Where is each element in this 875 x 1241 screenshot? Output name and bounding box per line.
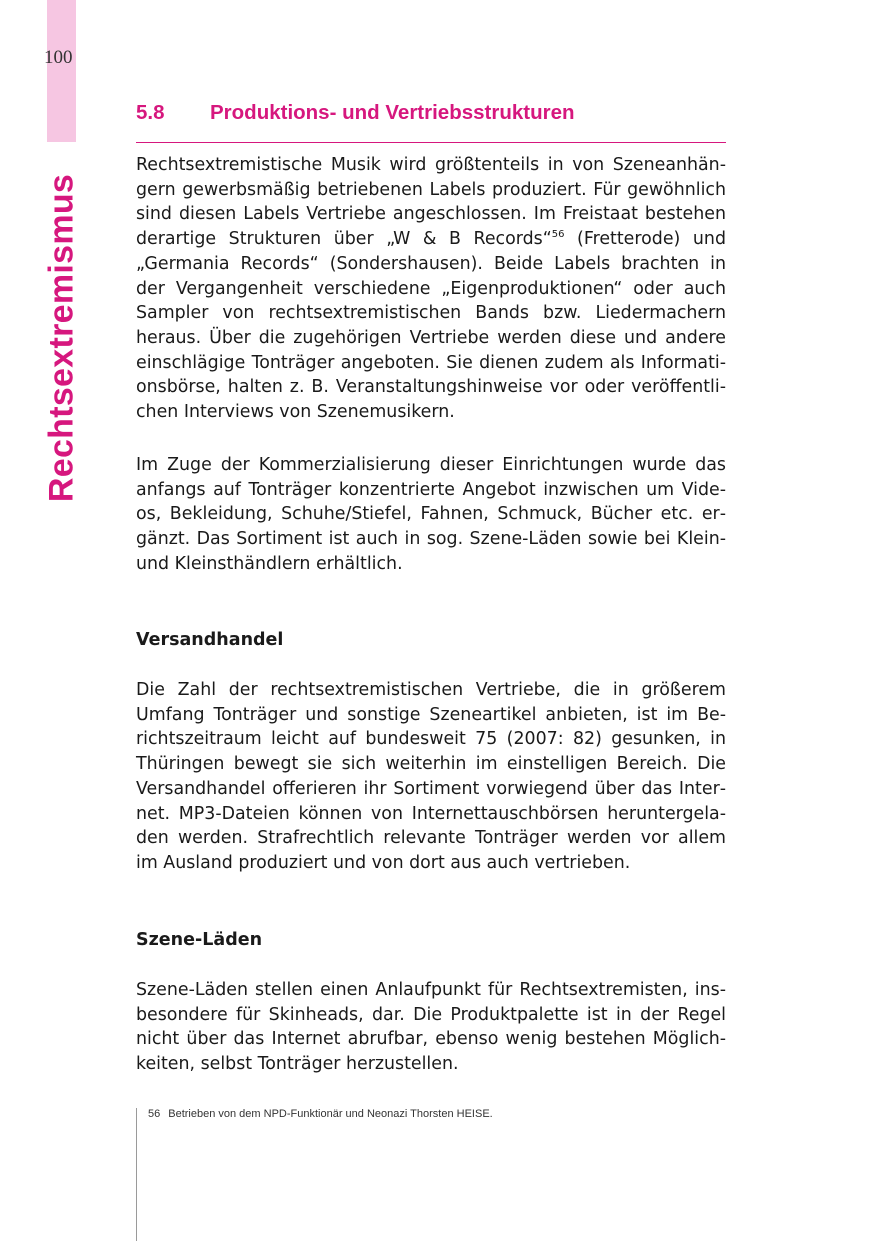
footnote-text: Betrieben von dem NPD-Funktionär und Neonazi Thorsten HEISE. — [168, 1108, 493, 1120]
page-number: 100 — [44, 47, 73, 68]
paragraph-szene-laeden: Szene-Läden stellen einen Anlaufpunkt für Rechtsextremisten, insbesondere für Skinheads, dar. Die Produktpalette ist in der Regel nicht über das Internet abrufbar, ebenso wenig bestehen Möglichkeiten, selbst Tonträger herzustellen. — [136, 980, 726, 1075]
subheading-szene-laeden: Szene-Läden — [136, 930, 263, 950]
paragraph-versandhandel: Die Zahl der rechtsextremistischen Vertriebe, die in größerem Umfang Tonträger und sonstige Szeneartikel anbieten, ist im Berichtszeitraum leicht auf bundesweit 75 (2007: 82) gesunken, in Thüringen bewegt sie sich weiterhin im einstelligen Bereich. Die Versandhandel offerieren ihr Sortiment vorwiegend über das Internet. MP3-Dateien können von Internettauschbörsen heruntergeladen werden. Strafrechtlich relevante Tonträger werden vor allem im Ausland produziert und von dort aus auch vertrieben. — [136, 680, 726, 873]
section-heading — [136, 100, 726, 143]
footnote-divider — [136, 1108, 137, 1241]
paragraph-1 — [136, 153, 726, 425]
paragraph-2: Im Zuge der Kommerzialisierung dieser Einrichtungen wurde das anfangs auf Tonträger konzentrierte Angebot inzwischen um Videos, Bekleidung, Schuhe/Stiefel, Fahnen, Schmuck, Bücher etc. ergänzt. Das Sortiment ist auch in sog. Szene-Läden sowie bei Klein- und Kleinsthändlern erhältlich. — [136, 455, 726, 574]
paragraph-1-part-2: (Fretterode) und „Germania Records“ (Sondershausen). Beide Labels brachten in der Vergangenheit verschiedene „Eigenproduktionen“ oder auch Sampler von rechtsextremistischen Bands bzw. Liedermachern heraus. Über die zugehörigen Vertriebe werden diese und andere einschlägige Tonträger angeboten. Sie dienen zudem als Informationsbörse, halten z. B. Veranstaltungshinweise vor oder veröffentlichen Interviews von Szenemusikern. — [136, 229, 726, 423]
footnote — [148, 1108, 493, 1120]
paragraph-1-part-1: Rechtsextremistische Musik wird größtenteils in von Szeneanhängern gewerbsmäßig betriebenen Labels produziert. Für gewöhnlich sind diesen Labels Vertriebe angeschlossen. Im Freistaat bestehen derartige Strukturen über „W & B Records“ — [136, 155, 726, 250]
section-title: Produktions- und Vertriebsstrukturen — [210, 101, 575, 124]
side-color-band — [47, 0, 76, 142]
side-title: Rechtsextremismus — [42, 173, 81, 503]
subheading-versandhandel: Versandhandel — [136, 630, 284, 650]
footnote-reference: 56 — [551, 229, 565, 241]
section-number: 5.8 — [136, 101, 165, 124]
footnote-number: 56 — [148, 1108, 161, 1120]
